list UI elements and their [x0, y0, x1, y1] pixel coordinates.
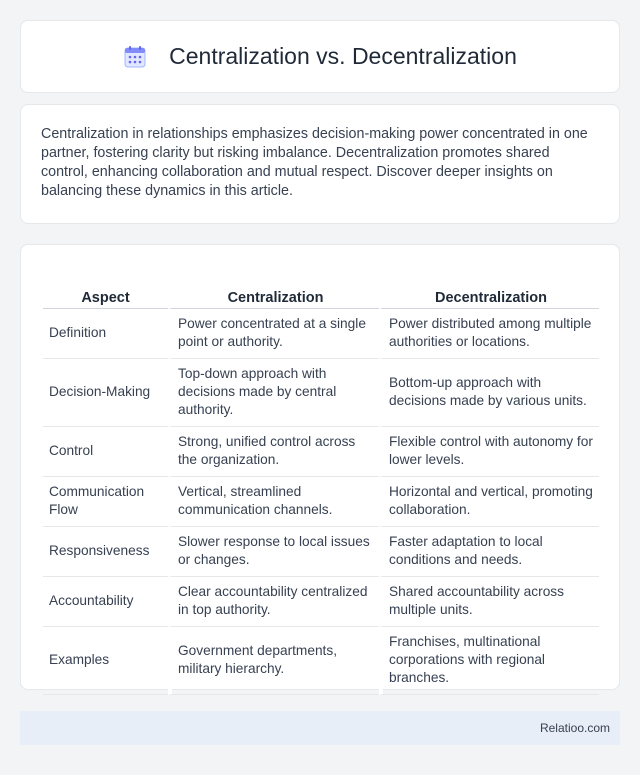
row-aspect: Responsiveness: [43, 527, 168, 577]
row-decentralization: Flexible control with autonomy for lower levels.: [379, 427, 599, 477]
table-row: [43, 577, 599, 627]
table-row: [43, 427, 599, 477]
calendar-grid-icon: [123, 45, 147, 69]
row-decentralization: Franchises, multinational corporations with regional branches.: [379, 627, 599, 695]
table-row: [43, 477, 599, 527]
row-aspect: Communication Flow: [43, 477, 168, 527]
comparison-table-card: [20, 244, 620, 690]
row-aspect: Definition: [43, 309, 168, 359]
row-decentralization: Power distributed among multiple authorities or locations.: [379, 309, 599, 359]
title-card: [20, 20, 620, 93]
table-row: [43, 527, 599, 577]
header-decentralization: Decentralization: [379, 265, 599, 309]
intro-paragraph: Centralization in relationships emphasizes decision-making power concentrated in one partner, fostering clarity but risking imbalance. Decentralization promotes shared control, enhancing collaboration and mutual respect. Discover deeper insights on balancing these dynamics in this article.: [41, 126, 588, 199]
row-aspect: Decision-Making: [43, 359, 168, 427]
row-centralization: Top-down approach with decisions made by central authority.: [168, 359, 379, 427]
row-decentralization: Faster adaptation to local conditions and needs.: [379, 527, 599, 577]
row-centralization: Slower response to local issues or changes.: [168, 527, 379, 577]
intro-card: [20, 104, 620, 224]
row-decentralization: Bottom-up approach with decisions made by various units.: [379, 359, 599, 427]
row-centralization: Government departments, military hierarchy.: [168, 627, 379, 695]
table-row: [43, 359, 599, 427]
table-row: [43, 627, 599, 695]
row-centralization: Clear accountability centralized in top authority.: [168, 577, 379, 627]
table-row: [43, 309, 599, 359]
row-aspect: Examples: [43, 627, 168, 695]
header-aspect: Aspect: [43, 265, 168, 309]
comparison-table: [43, 265, 599, 695]
page-title: Centralization vs. Decentralization: [169, 43, 517, 69]
row-centralization: Vertical, streamlined communication channels.: [168, 477, 379, 527]
row-aspect: Accountability: [43, 577, 168, 627]
footer: [20, 711, 620, 745]
header-centralization: Centralization: [168, 265, 379, 309]
row-decentralization: Horizontal and vertical, promoting collaboration.: [379, 477, 599, 527]
footer-brand: Relatioo.com: [539, 721, 610, 735]
row-centralization: Power concentrated at a single point or authority.: [168, 309, 379, 359]
row-centralization: Strong, unified control across the organization.: [168, 427, 379, 477]
row-decentralization: Shared accountability across multiple units.: [379, 577, 599, 627]
row-aspect: Control: [43, 427, 168, 477]
table-header-row: [43, 265, 599, 309]
